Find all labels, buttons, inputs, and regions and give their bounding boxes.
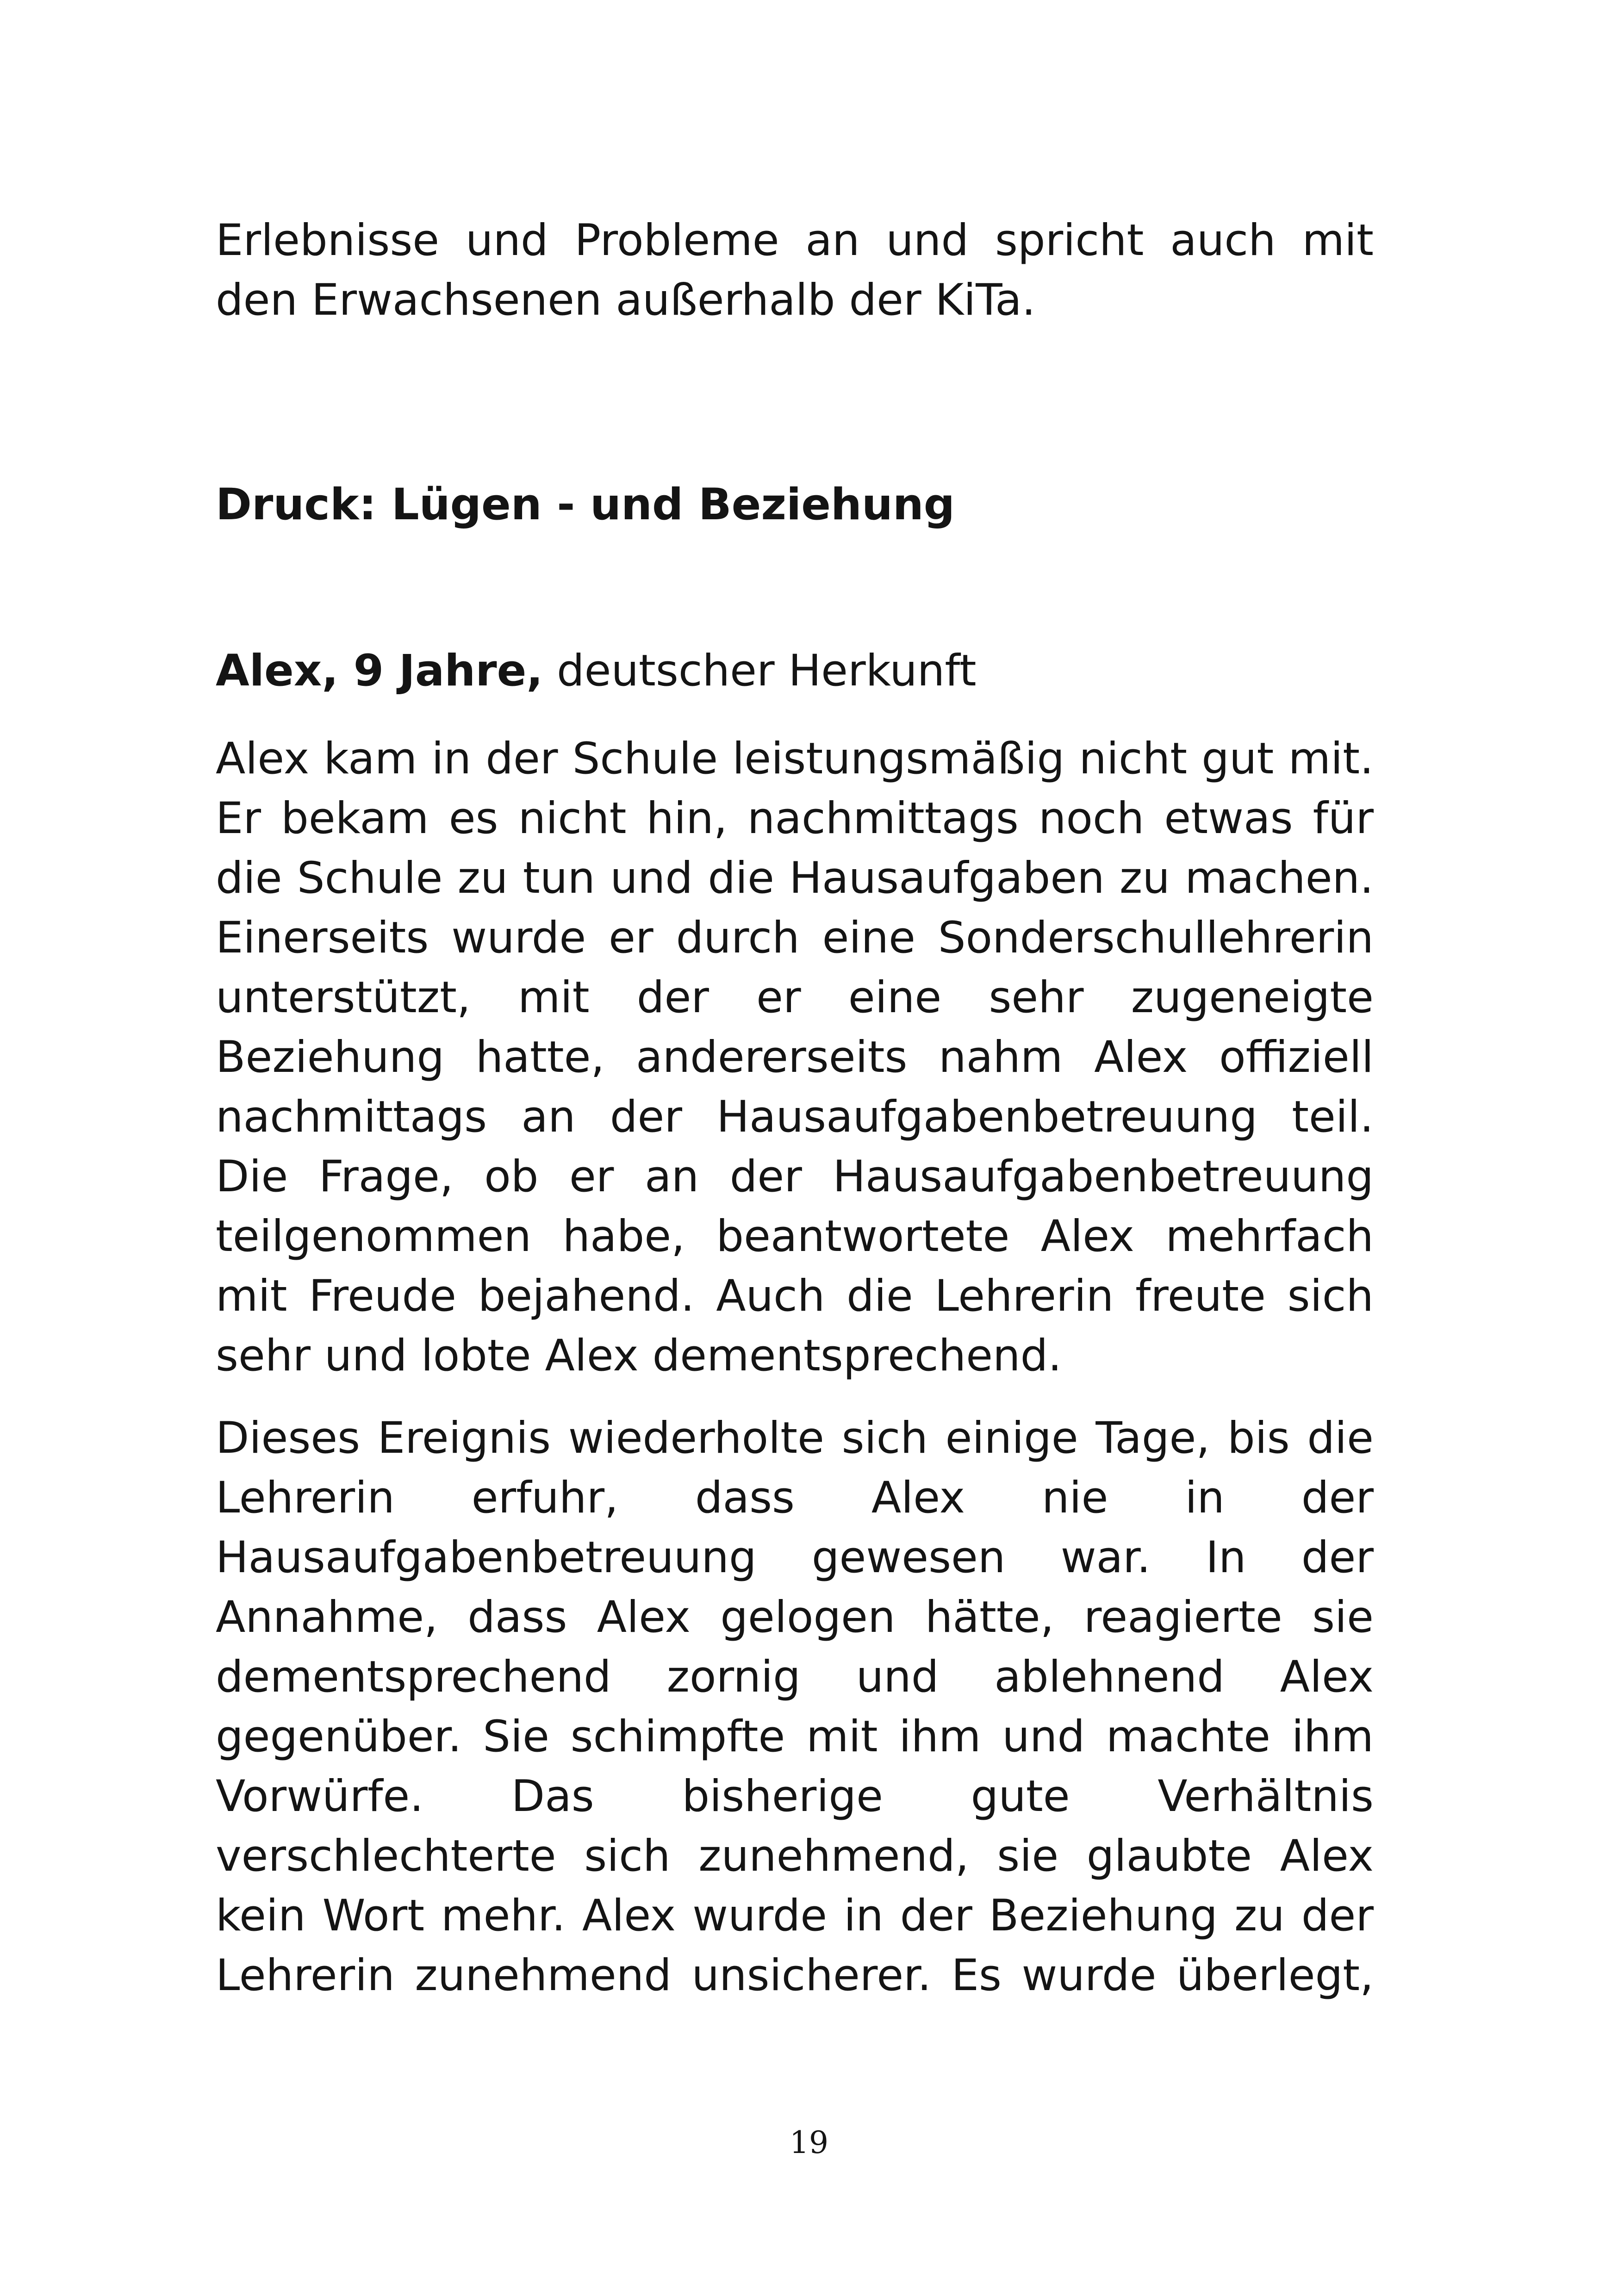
intro-paragraph: Erlebnisse und Probleme an und spricht auch mit den Erwachsenen außerhalb der KiTa. xyxy=(216,215,1374,325)
page-number: 19 xyxy=(790,2125,828,2160)
body-paragraph-1: Alex kam in der Schule leistungsmäßig nicht gut mit. Er bekam es nicht hin, nachmittags noch etwas für die Schule zu tun und die Hausaufgaben zu machen. Einerseits wurde er durch eine Sonderschullehrerin unterstützt, mit der er eine sehr zugeneigte Beziehung hatte, andererseits nahm Alex offiziell nachmittags an der Hausaufgabenbetreuung teil. Die Frage, ob er an der Hausaufgabenbetreuung teilgenommen habe, beantwortete Alex mehrfach mit Freude bejahend. Auch die Lehrerin freute sich sehr und lobte Alex dementsprechend. xyxy=(216,734,1374,1381)
case-name-age: Alex, 9 Jahre, xyxy=(216,646,543,696)
case-header xyxy=(216,641,1374,701)
section-heading: Druck: Lügen - und Beziehung xyxy=(216,479,955,530)
body-paragraph-2: Dieses Ereignis wiederholte sich einige Tage, bis die Lehrerin erfuhr, dass Alex nie in der Hausaufgabenbetreuung gewesen war. In der Annahme, dass Alex gelogen hätte, reagierte sie dementsprechend zornig und ablehnend Alex gegenüber. Sie schimpfte mit ihm und machte ihm Vorwürfe. Das bisherige gute Verhältnis verschlechterte sich zunehmend, sie glaubte Alex kein Wort mehr. Alex wurde in der Beziehung zu der Lehrerin zunehmend unsicherer. Es wurde überlegt, xyxy=(216,1413,1374,2001)
case-origin: deutscher Herkunft xyxy=(556,646,977,696)
